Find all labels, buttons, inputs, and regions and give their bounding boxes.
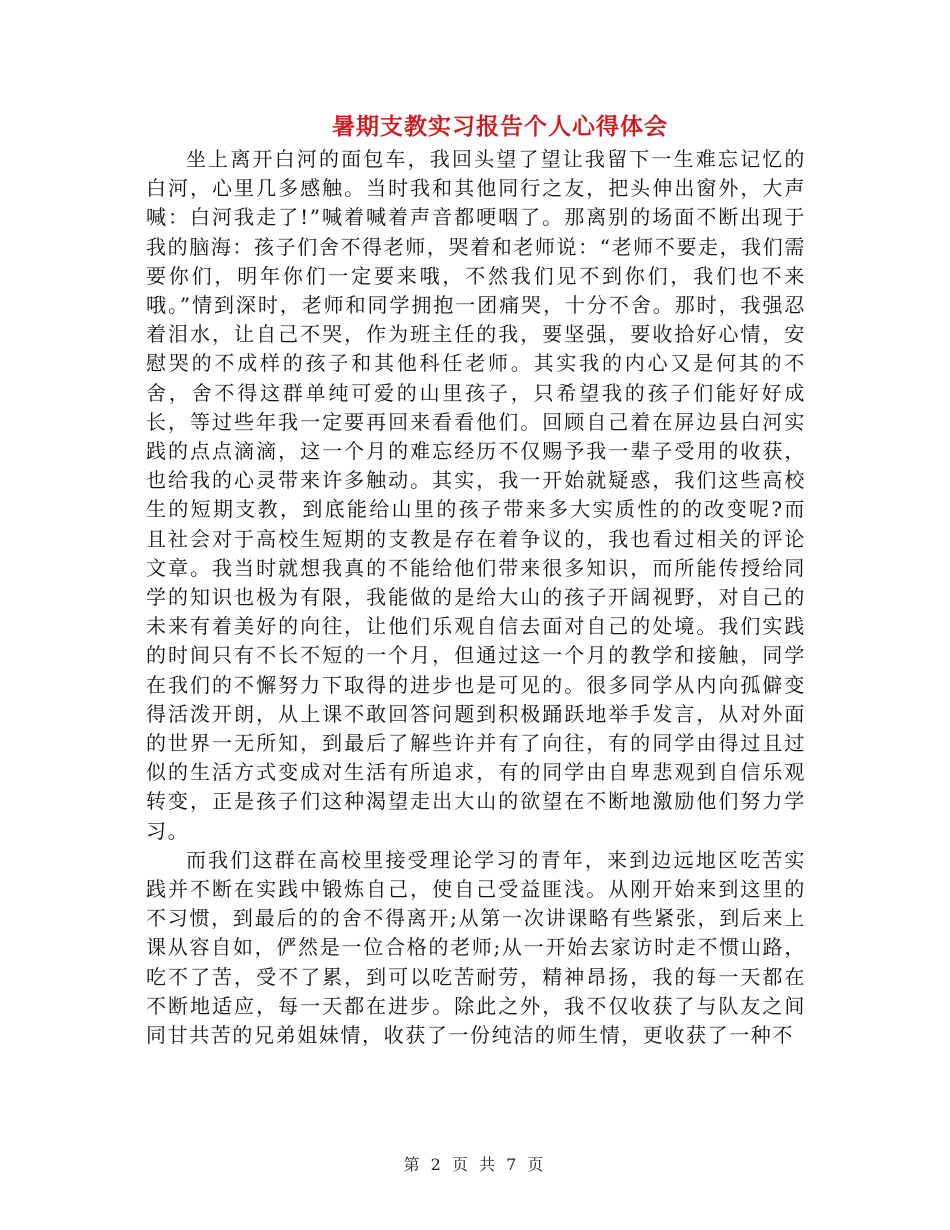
- page-footer: 第 2 页 共 7 页: [403, 1155, 547, 1174]
- paragraph-1: 坐上离开白河的面包车，我回头望了望让我留下一生难忘记忆的白河，心里几多感触。当时我和其他同行之友，把头伸出窗外，大声喊：白河我走了!”喊着喊着声音都哽咽了。那离别的场面不断出现于我的脑海：孩子们舍不得老师，哭着和老师说：“老师不要走，我们需要你们，明年你们一定要来哦，不然我们见不到你们，我们也不来哦。”情到深时，老师和同学拥抱一团痛哭，十分不舍。那时，我强忍着泪水，让自己不哭，作为班主任的我，要坚强，要收拾好心情，安慰哭的不成样的孩子和其他科任老师。其实我的内心又是何其的不舍，舍不得这群单纯可爱的山里孩子，只希望我的孩子们能好好成长，等过些年我一定要再回来看看他们。回顾自己着在屏边县白河实践的点点滴滴，这一个月的难忘经历不仅赐予我一辈子受用的收获，也给我的心灵带来许多触动。其实，我一开始就疑惑，我们这些高校生的短期支教，到底能给山里的孩子带来多大实质性的的改变呢?而且社会对于高校生短期的支教是存在着争议的，我也看过相关的评论文章。我当时就想我真的不能给他们带来很多知识，而所能传授给同学的知识也极为有限，我能做的是给大山的孩子开阔视野，对自己的未来有着美好的向往，让他们乐观自信去面对自己的处境。我们实践的时间只有不长不短的一个月，但通过这一个月的教学和接触，同学在我们的不懈努力下取得的进步也是可见的。很多同学从内向孤僻变得活泼开朗，从上课不敢回答问题到积极踊跃地举手发言，从对外面的世界一无所知，到最后了解些许并有了向往，有的同学由得过且过似的生活方式变成对生活有所追求，有的同学由自卑悲观到自信乐观转变，正是孩子们这种渴望走出大山的欲望在不断地激励他们努力学习。: [146, 147, 806, 843]
- document-body: [146, 145, 806, 1050]
- paragraph-2: 而我们这群在高校里接受理论学习的青年，来到边远地区吃苦实践并不断在实践中锻炼自己，使自己受益匪浅。从刚开始来到这里的不习惯，到最后的的舍不得离开;从第一次讲课略有些紧张，到后来上课从容自如，俨然是一位合格的老师;从一开始去家访时走不惯山路，吃不了苦，受不了累，到可以吃苦耐劳，精神昂扬，我的每一天都在不断地适应，每一天都在进步。除此之外，我不仅收获了与队友之间同甘共苦的兄弟姐妹情，收获了一份纯洁的师生情，更收获了一种不: [146, 847, 806, 1048]
- document-title: 暑期支教实习报告个人心得体会: [332, 113, 668, 140]
